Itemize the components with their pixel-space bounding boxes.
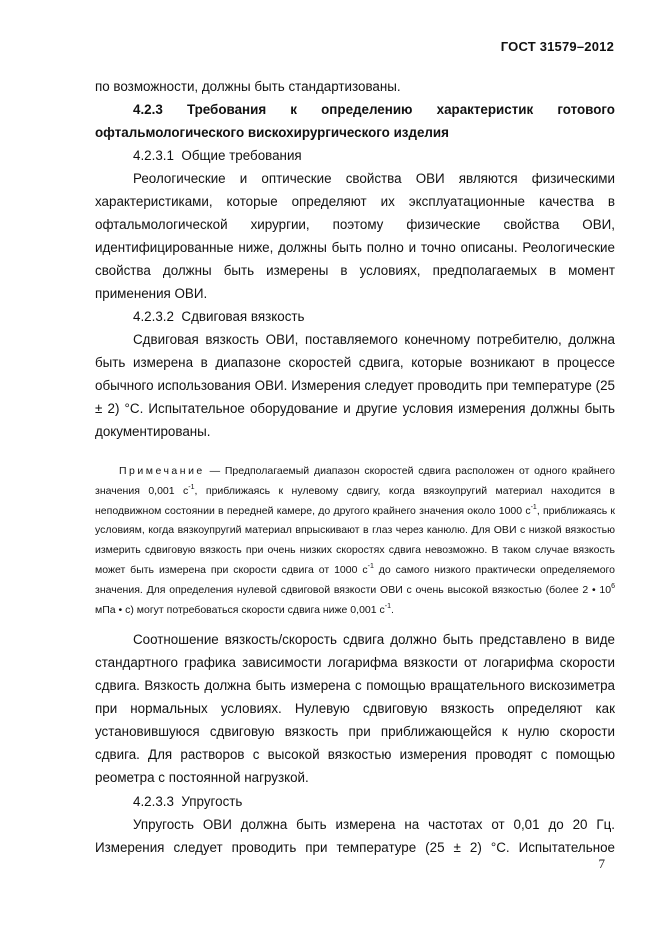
section-4-2-3-3-paragraph: Упругость ОВИ должна быть измерена на частотах от 0,01 до 20 Гц. Измерения следует проводить при температуре (25 ± 2) °С. Испытательное [95, 817, 615, 855]
document-code-header: ГОСТ 31579–2012 [500, 39, 614, 54]
page-body [95, 75, 615, 98]
section-4-2-3-title-line-2: офтальмологического вискохирургического изделия [95, 125, 449, 140]
section-4-2-3-2-title: Сдвиговая вязкость [181, 309, 305, 324]
section-4-2-3-number: 4.2.3 [133, 102, 163, 117]
section-4-2-3-3-number: 4.2.3.3 [133, 794, 174, 809]
section-4-2-3-1-paragraph: Реологические и оптические свойства ОВИ являются физическими характеристиками, которые определяют их эксплуатационные качества в офтальмологической хирургии, поэтому физические свойства ОВИ, идентифицированные ниже, должны быть полно и точно описаны. Реологические свойства должны быть измерены в условиях, предполагаемых в момент применения ОВИ. [95, 171, 615, 301]
note-label: Примечание [119, 465, 205, 477]
intro-paragraph: по возможности, должны быть стандартизованы. [95, 79, 401, 94]
note-text-2: , приближаясь к нулевому сдвигу, когда вязкоупругий материал находится в неподвижном состоянии в передней камере, до другого крайнего значения около 1000 с [95, 484, 615, 517]
section-4-2-3-3-heading [95, 790, 615, 813]
note-exponent-5: -1 [384, 602, 391, 610]
section-4-2-3-1-title: Общие требования [181, 148, 302, 163]
section-4-2-3-1-heading [95, 144, 615, 167]
page-number: 7 [598, 856, 605, 871]
note-exponent-4: 6 [611, 582, 615, 590]
section-4-2-3-1 [95, 144, 615, 305]
note-exponent-3: -1 [367, 562, 374, 570]
section-4-2-3-2-number: 4.2.3.2 [133, 309, 174, 324]
ratio-paragraph: Соотношение вязкость/скорость сдвига должно быть представлено в виде стандартного графика зависимости логарифма вязкости от логарифма скорости сдвига. Вязкость должна быть измерена с помощью вращательного вискозиметра при нормальных условиях. Нулевую сдвиговую вязкость определяют как установившуюся сдвиговую вязкость при приближающейся к нулю скорости сдвига. Для растворов с высокой вязкостью измерения проводят с помощью реометра с постоянной нагрузкой. [95, 632, 615, 785]
section-4-2-3-title-line-1 [95, 98, 615, 121]
section-4-2-3-heading [95, 98, 615, 144]
note-exponent-1: -1 [188, 483, 195, 491]
section-4-2-3-1-number: 4.2.3.1 [133, 148, 174, 163]
section-4-2-3-3-title: Упругость [181, 794, 243, 809]
section-4-2-3-2-paragraph: Сдвиговая вязкость ОВИ, поставляемого конечному потребителю, должна быть измерена в диапазоне скоростей сдвига, которые возникают в процессе обычного использования ОВИ. Измерения следует проводить при температуре (25 ± 2) °С. Испытательное оборудование и другие условия измерения должны быть документированы. [95, 332, 615, 439]
note-exponent-2: -1 [530, 503, 537, 511]
note-text-5: мПа • с) могут потребоваться скорости сдвига ниже 0,001 с [95, 603, 385, 616]
note-text-1: — Предполагаемый диапазон скоростей сдвига расположен от одного крайнего значения 0,001 с [95, 465, 615, 497]
note-block [95, 462, 615, 620]
note-text-6: . [390, 603, 394, 616]
ratio-section [95, 628, 615, 789]
section-4-2-3-3 [95, 790, 615, 859]
note-text-4: до самого низкого практически определяемого значения. Для определения нулевой сдвиговой вязкости ОВИ с очень высокой вязкостью (более 2 • 10 [95, 563, 615, 596]
section-4-2-3-2-heading [95, 305, 615, 328]
section-4-2-3-title: Требования к определению характеристик готового [186, 102, 615, 117]
note-text-3: , приближаясь к условиям, когда вязкоупругий материал впрыскивают в глаз через канюлю. Для ОВИ с низкой вязкостью измерить сдвиговую вязкость при очень низких скоростях сдвига невозможно. В таком случае вязкость может быть измерена при скорости сдвига от 1000 с [95, 504, 615, 576]
section-4-2-3-2 [95, 305, 615, 443]
note-paragraph [95, 462, 615, 620]
